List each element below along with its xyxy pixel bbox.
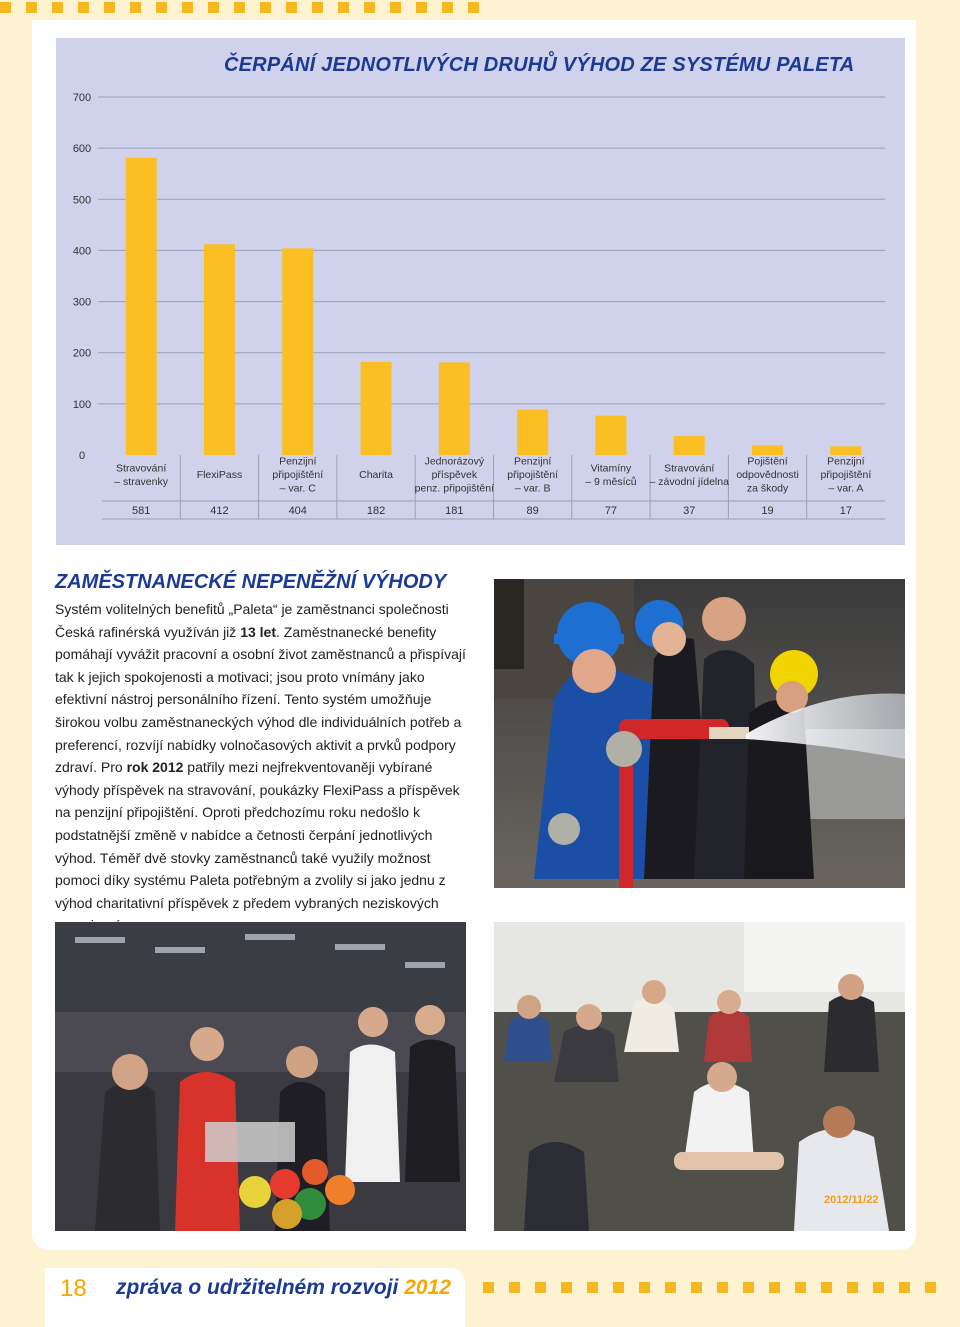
photo-date-stamp: 2012/11/22 <box>824 1194 879 1206</box>
decorative-square <box>795 1282 806 1293</box>
bar <box>517 409 548 455</box>
decorative-square <box>483 1282 494 1293</box>
decorative-square <box>925 1282 936 1293</box>
value-label: 19 <box>761 505 774 517</box>
category-label: Stravování <box>116 462 167 475</box>
photo-bowling-event <box>55 922 466 1231</box>
category-label: odpovědnosti <box>736 469 799 481</box>
decorative-square <box>104 2 115 13</box>
value-label: 404 <box>288 505 307 517</box>
decorative-square <box>769 1282 780 1293</box>
section-body <box>55 598 475 937</box>
decorative-square <box>613 1282 624 1293</box>
bottom-decorative-squares <box>483 1282 951 1293</box>
bar <box>204 244 235 455</box>
decorative-square <box>156 2 167 13</box>
value-label: 181 <box>445 505 464 517</box>
decorative-square <box>78 2 89 13</box>
decorative-square <box>286 2 297 13</box>
value-label: 17 <box>839 505 852 517</box>
decorative-square <box>312 2 323 13</box>
value-label: 581 <box>131 505 151 517</box>
body-text-1: Systém volitelných benefitů „Paleta“ je zaměstnanci společnosti Česká rafinérská využíván již <box>55 601 449 640</box>
value-label: 37 <box>683 505 696 517</box>
decorative-square <box>743 1282 754 1293</box>
decorative-square <box>639 1282 650 1293</box>
category-label: Penzijní <box>827 455 865 468</box>
decorative-square <box>338 2 349 13</box>
category-label: Penzijní <box>279 455 317 468</box>
category-label: za škody <box>746 482 789 495</box>
category-label: Vitamíny <box>590 462 632 475</box>
bar <box>126 158 157 455</box>
decorative-square <box>821 1282 832 1293</box>
category-label: Jednorázový <box>424 455 485 468</box>
body-text-2-bold: rok 2012 <box>126 759 184 776</box>
category-label: – 9 měsíců <box>585 475 637 488</box>
bar <box>830 446 861 455</box>
category-label: – var. C <box>279 482 316 495</box>
decorative-square <box>182 2 193 13</box>
y-tick-label: 600 <box>72 143 92 156</box>
category-label: penz. připojištění <box>414 482 495 495</box>
bar <box>361 362 392 455</box>
decorative-square <box>52 2 63 13</box>
bar <box>674 436 705 455</box>
photo-first-aid-training <box>494 922 905 1231</box>
category-label: příspěvek <box>431 469 478 481</box>
y-tick-label: 200 <box>72 347 92 360</box>
decorative-square <box>26 2 37 13</box>
decorative-square <box>847 1282 858 1293</box>
bar <box>595 416 626 455</box>
y-tick-label: 100 <box>72 398 92 411</box>
decorative-square <box>691 1282 702 1293</box>
value-label: 412 <box>210 505 229 517</box>
decorative-square <box>561 1282 572 1293</box>
y-tick-label: 400 <box>72 245 92 258</box>
page-number: 18 <box>60 1275 87 1302</box>
y-tick-label: 700 <box>72 92 92 104</box>
category-label: Pojištění <box>747 455 788 468</box>
benefits-bar-chart <box>56 38 905 545</box>
category-label: Stravování <box>664 462 715 475</box>
category-label: – závodní jídelna <box>649 475 729 488</box>
decorative-square <box>535 1282 546 1293</box>
decorative-square <box>873 1282 884 1293</box>
decorative-square <box>587 1282 598 1293</box>
decorative-square <box>234 2 245 13</box>
decorative-square <box>442 2 453 13</box>
category-label: Penzijní <box>513 455 552 468</box>
bar <box>282 248 313 455</box>
decorative-square <box>364 2 375 13</box>
category-label: – var. B <box>514 482 551 495</box>
y-tick-label: 300 <box>72 296 92 309</box>
category-label: připojištění <box>820 469 872 481</box>
decorative-square <box>468 2 479 13</box>
chart-title: ČERPÁNÍ JEDNOTLIVÝCH DRUHŮ VÝHOD ZE SYSTÉMU PALETA <box>224 54 855 76</box>
decorative-square <box>260 2 271 13</box>
y-tick-label: 0 <box>78 450 86 462</box>
category-label: – stravenky <box>114 475 169 488</box>
value-label: 182 <box>366 505 386 517</box>
top-decorative-squares <box>0 2 494 16</box>
decorative-square <box>208 2 219 13</box>
bar <box>439 362 470 455</box>
footer-year: 2012 <box>404 1276 451 1299</box>
photo-firefighting-training <box>494 579 905 888</box>
footer-title-text: zpráva o udržitelném rozvoji <box>116 1276 399 1299</box>
value-label: 89 <box>526 505 539 517</box>
decorative-square <box>509 1282 520 1293</box>
decorative-square <box>130 2 141 13</box>
y-tick-label: 500 <box>72 194 92 207</box>
chart-panel <box>56 38 905 545</box>
decorative-square <box>665 1282 676 1293</box>
category-label: připojištění <box>507 469 559 481</box>
body-text-2: . Zaměstnanecké benefity pomáhají vyvážit pracovní a osobní život zaměstnanců a přispívají tak k jejich spokojenosti a motivaci; jsou proto vnímány jako efektivní nástroj personálního řízení. Tento systém umožňuje širokou volbu zaměstnaneckých výhod dle individuálních potřeb a preferencí, rozvíjí nabídky volnočasových aktivit a prvků podpory zdraví. Pro <box>55 623 466 776</box>
footer-title <box>116 1276 451 1300</box>
body-text-3: patřily mezi nejfrekventovaněji vybírané výhody příspěvek na stravování, poukázky FlexiPass a příspěvek na penzijní připojištění. Oproti předchozímu roku nedošlo k podstatnější změně v nabídce a četnosti čerpání jednotlivých výhod. Téměř dvě stovky zaměstnanců také využily možnost pomoci díky systému Paleta potřebným a zvolily si jako jednu z výhod charitativní příspěvek z předem vybraných neziskových <box>55 759 460 911</box>
category-label: Charita <box>359 469 393 481</box>
decorative-square <box>899 1282 910 1293</box>
value-label: 77 <box>604 505 618 517</box>
category-label: – var. A <box>828 482 864 495</box>
decorative-square <box>0 2 11 13</box>
decorative-square <box>390 2 401 13</box>
body-text-1-bold: 13 let <box>240 623 276 640</box>
bar <box>752 445 783 455</box>
decorative-square <box>717 1282 728 1293</box>
category-label: FlexiPass <box>196 469 243 481</box>
category-label: připojištění <box>272 469 324 481</box>
section-title: ZAMĚSTNANECKÉ NEPENĚŽNÍ VÝHODY <box>55 571 447 593</box>
decorative-square <box>416 2 427 13</box>
